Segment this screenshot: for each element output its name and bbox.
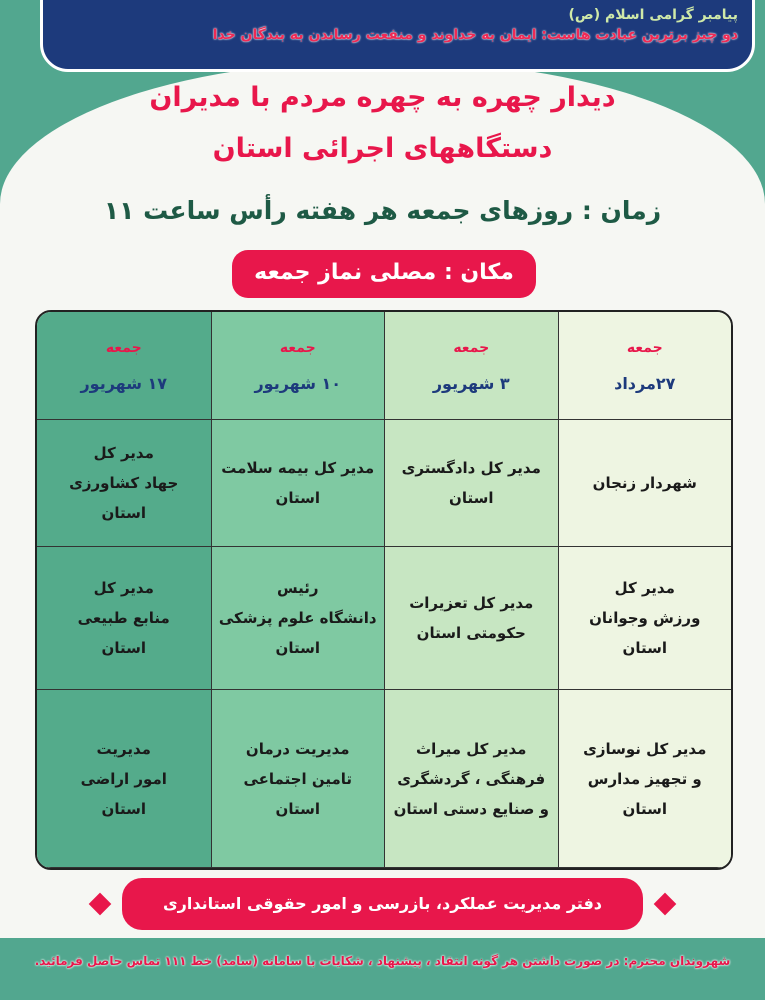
hadith-source: پیامبر گرامی اسلام (ص) xyxy=(568,7,738,23)
column-header xyxy=(211,312,385,420)
day-label: جمعه xyxy=(279,339,316,356)
cell-line: استان xyxy=(101,799,146,818)
cell-line: مدیر کل xyxy=(93,579,154,597)
date-label: ۳ شهریور xyxy=(432,373,510,393)
cell-line: مدیر کل بیمه سلامت xyxy=(221,459,375,477)
cell-line: امور اراضی xyxy=(80,769,167,788)
date-label: ۱۷ شهریور xyxy=(80,373,168,393)
table-cell xyxy=(558,547,732,690)
table-cell xyxy=(211,420,385,547)
cell-line: و تجهیز مدارس xyxy=(587,769,702,788)
time-text: زمان : روزهای جمعه هر هفته رأس ساعت ۱۱ xyxy=(103,196,662,225)
title-line-2: دستگاههای اجرائی استان xyxy=(212,133,553,164)
citizen-note xyxy=(0,938,765,1000)
office-banner: دفتر مدیریت عملکرد، بازرسی و امور حقوقی استانداری xyxy=(122,878,643,930)
cell-line: مدیریت xyxy=(96,739,151,758)
table-cell xyxy=(384,420,558,547)
cell-line: جهاد کشاورزی xyxy=(69,474,179,492)
cell-line: مدیر کل نوسازی xyxy=(583,739,707,758)
table-cell xyxy=(558,420,732,547)
cell-line: مدیر کل xyxy=(93,444,154,462)
cell-line: استان xyxy=(275,799,320,818)
cell-line: استان xyxy=(101,639,146,657)
cell-line: رئیس xyxy=(276,579,319,597)
day-label: جمعه xyxy=(626,339,663,356)
cell-line: فرهنگی ، گردشگری xyxy=(397,769,546,788)
column-header xyxy=(558,312,732,420)
table-cell xyxy=(558,690,732,868)
title-line-1: دیدار چهره به چهره مردم با مدیران xyxy=(149,82,616,113)
cell-line: مدیر کل تعزیرات xyxy=(409,594,534,612)
cell-line: شهردار زنجان xyxy=(592,474,697,492)
cell-line: استان xyxy=(101,504,146,522)
table-cell xyxy=(384,547,558,690)
table-cell xyxy=(37,420,211,547)
cell-line: استان xyxy=(275,639,320,657)
table-cell xyxy=(37,690,211,868)
hadith-banner xyxy=(40,0,755,72)
hadith-text: دو چیز برترین عبادت هاست: ایمان به خداوند و منفعت رساندن به بندگان خدا xyxy=(212,27,738,43)
cell-line: استان xyxy=(622,639,667,657)
cell-line: مدیر کل دادگستری xyxy=(401,459,541,477)
cell-line: مدیر کل میراث xyxy=(416,739,527,758)
cell-line: حکومتی استان xyxy=(416,624,526,642)
schedule-table xyxy=(35,310,733,870)
date-label: ۲۷مرداد xyxy=(614,373,676,393)
table-cell xyxy=(211,690,385,868)
cell-line: دانشگاه علوم پزشکی xyxy=(218,609,377,627)
cell-line: ورزش وجوانان xyxy=(589,609,701,627)
cell-line: استان xyxy=(449,489,494,507)
column-header xyxy=(384,312,558,420)
cell-line: و صنایع دستی استان xyxy=(393,799,549,818)
cell-line: استان xyxy=(622,799,667,818)
day-label: جمعه xyxy=(105,339,142,356)
table-cell xyxy=(211,547,385,690)
citizen-note-text: شهروندان محترم: در صورت داشتن هر گونه انتقاد ، پیشنهاد ، شکایات با سامانه (سامد) خط ۱۱۱ تماس حاصل فرمائید. xyxy=(34,954,731,968)
table-cell xyxy=(384,690,558,868)
place-badge: مکان : مصلی نماز جمعه xyxy=(232,250,536,298)
table-cell xyxy=(37,547,211,690)
cell-line: منابع طبیعی xyxy=(77,609,170,627)
cell-line: مدیریت درمان xyxy=(245,739,350,758)
cell-line: استان xyxy=(275,489,320,507)
column-header xyxy=(37,312,211,420)
day-label: جمعه xyxy=(453,339,490,356)
cell-line: مدیر کل xyxy=(614,579,675,597)
cell-line: تامین اجتماعی xyxy=(243,769,353,788)
date-label: ۱۰ شهریور xyxy=(254,373,342,393)
